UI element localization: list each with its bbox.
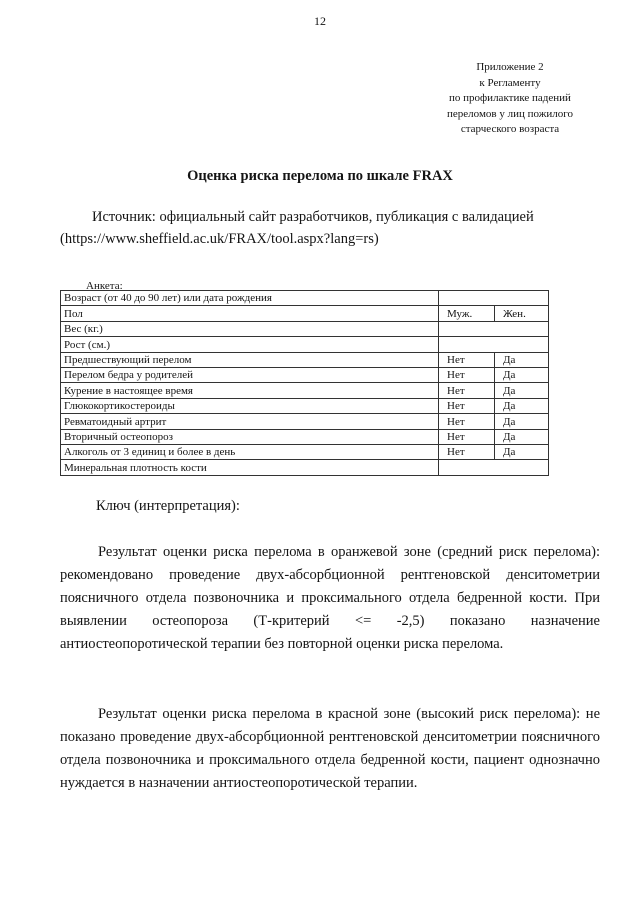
survey-option-2: Да <box>495 398 549 413</box>
survey-answer-cell <box>439 460 549 475</box>
appendix-line: переломов у лиц пожилого <box>447 107 573 120</box>
survey-option-1: Нет <box>439 352 495 367</box>
appendix-line: старческого возраста <box>460 123 560 135</box>
survey-row <box>61 460 549 475</box>
survey-row <box>61 337 549 352</box>
survey-option-2: Жен. <box>495 306 549 321</box>
survey-option-2: Да <box>495 429 549 444</box>
appendix-line: к Регламенту <box>479 76 541 89</box>
survey-label: Анкета: <box>86 280 123 292</box>
survey-question: Алкоголь от 3 единиц и более в день <box>61 444 439 459</box>
survey-option-1: Муж. <box>439 306 495 321</box>
survey-row <box>61 367 549 382</box>
survey-row <box>61 444 549 459</box>
survey-option-1: Нет <box>439 398 495 413</box>
appendix-line: Приложение 2 <box>476 61 544 73</box>
survey-question: Вес (кг.) <box>61 321 439 336</box>
survey-row <box>61 321 549 336</box>
survey-row <box>61 352 549 367</box>
survey-answer-cell <box>439 321 549 336</box>
survey-table <box>60 290 549 476</box>
appendix-note <box>430 60 590 138</box>
key-heading: Ключ (интерпретация): <box>96 498 240 514</box>
survey-answer-cell <box>439 291 549 306</box>
survey-row <box>61 398 549 413</box>
survey-row <box>61 429 549 444</box>
source-paragraph: Источник: официальный сайт разработчиков, публикация с валидацией (https://www.sheffield.ac.uk/FRAX/tool.aspx?lang=rs) <box>60 209 534 247</box>
survey-option-1: Нет <box>439 367 495 382</box>
survey-row <box>61 414 549 429</box>
red-zone-paragraph: Результат оценки риска перелома в красной зоне (высокий риск перелома): не показано проведение двух-абсорбционной рентгеновской денситометрии поясничного отдела позвоночника и проксимального отдела бедренной кости, пациент однозначно нуждается в назначении антиостеопоротической терапии. <box>60 706 600 791</box>
survey-answer-cell <box>439 337 549 352</box>
survey-question: Предшествующий перелом <box>61 352 439 367</box>
survey-option-1: Нет <box>439 414 495 429</box>
page-number: 12 <box>314 14 326 28</box>
survey-option-1: Нет <box>439 429 495 444</box>
survey-question: Глюкокортикостероиды <box>61 398 439 413</box>
appendix-line: по профилактике падений <box>449 92 571 104</box>
survey-row <box>61 306 549 321</box>
survey-option-2: Да <box>495 383 549 398</box>
survey-question: Перелом бедра у родителей <box>61 367 439 382</box>
survey-question: Возраст (от 40 до 90 лет) или дата рождения <box>61 291 439 306</box>
orange-zone-paragraph: Результат оценки риска перелома в оранжевой зоне (средний риск перелома): рекомендовано проведение двух-абсорбционной рентгеновской денситометрии поясничного отдела позвоночника и проксимального отдела бедренной кости. При выявлении остеопороза (Т-критерий <= -2,5) показано назначение антиостеопоротической терапии без повторной оценки риска перелома. <box>60 544 600 652</box>
document-title: Оценка риска перелома по шкале FRAX <box>187 168 453 184</box>
survey-question: Курение в настоящее время <box>61 383 439 398</box>
survey-option-2: Да <box>495 414 549 429</box>
survey-question: Вторичный остеопороз <box>61 429 439 444</box>
survey-question: Пол <box>61 306 439 321</box>
survey-row <box>61 383 549 398</box>
survey-row <box>61 291 549 306</box>
survey-option-2: Да <box>495 352 549 367</box>
survey-option-1: Нет <box>439 444 495 459</box>
survey-question: Рост (см.) <box>61 337 439 352</box>
survey-option-2: Да <box>495 444 549 459</box>
survey-question: Минеральная плотность кости <box>61 460 439 475</box>
survey-question: Ревматоидный артрит <box>61 414 439 429</box>
survey-option-2: Да <box>495 367 549 382</box>
survey-option-1: Нет <box>439 383 495 398</box>
